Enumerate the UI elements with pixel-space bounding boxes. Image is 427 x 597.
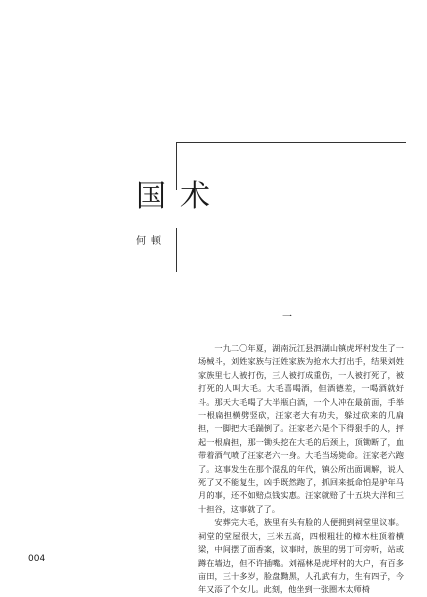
page-number: 004	[28, 554, 46, 564]
paragraph: 安葬完大毛，族里有头有脸的人便拥到祠堂里议事。祠堂的堂屋很大，三米五高，四根粗壮的樟木柱顶着横梁，中间摆了面香案，议事时，族里的男丁可旁听，站或蹲在墙边，但不许插嘴。刘福林是虎坪村的大户，有百多亩田，三十多岁，脸盘黝黑，人孔武有力，生有四子，今年又添了个女儿。此刻，他坐到一张圈木太师椅	[198, 517, 404, 595]
author-vertical-rule	[176, 228, 177, 272]
chapter-title: 国术	[136, 179, 224, 214]
section-number: 一	[282, 312, 292, 323]
body-text	[198, 342, 404, 597]
author-name: 何顿	[136, 236, 166, 247]
top-horizontal-rule	[176, 142, 406, 143]
paragraph: 一九二〇年夏，湖南沅江县泗湖山镇虎坪村发生了一场械斗，刘姓家族与汪姓家族为抢水大打出手，结果刘姓家族里七人被打伤，三人被打成重伤，一人被打死了，被打死的人叫大毛。大毛喜喝酒，但酒德差，一喝酒就好斗。那天大毛喝了大半瓶白酒，一个人冲在最前面，手举一根扁担横劈竖砍，汪家老大有功夫，躲过砍来的几扁担，一脚把大毛踹倒了。汪家老六是个下得狠手的人，抨起一根扁担，那一锄头挖在大毛的后颈上，顶锄断了，血带着酒气喷了汪家老六一身。大毛当场毙命。汪家老六跑了。这事发生在那个混乱的年代，镇公所出面调解，说人死了又不能复生，凶手既然跑了，抓回来抵命怕是驴年马月的事，还不如赔点钱实惠。汪家就赔了十五块大洋和三十担谷，这事就了了。	[198, 343, 404, 514]
